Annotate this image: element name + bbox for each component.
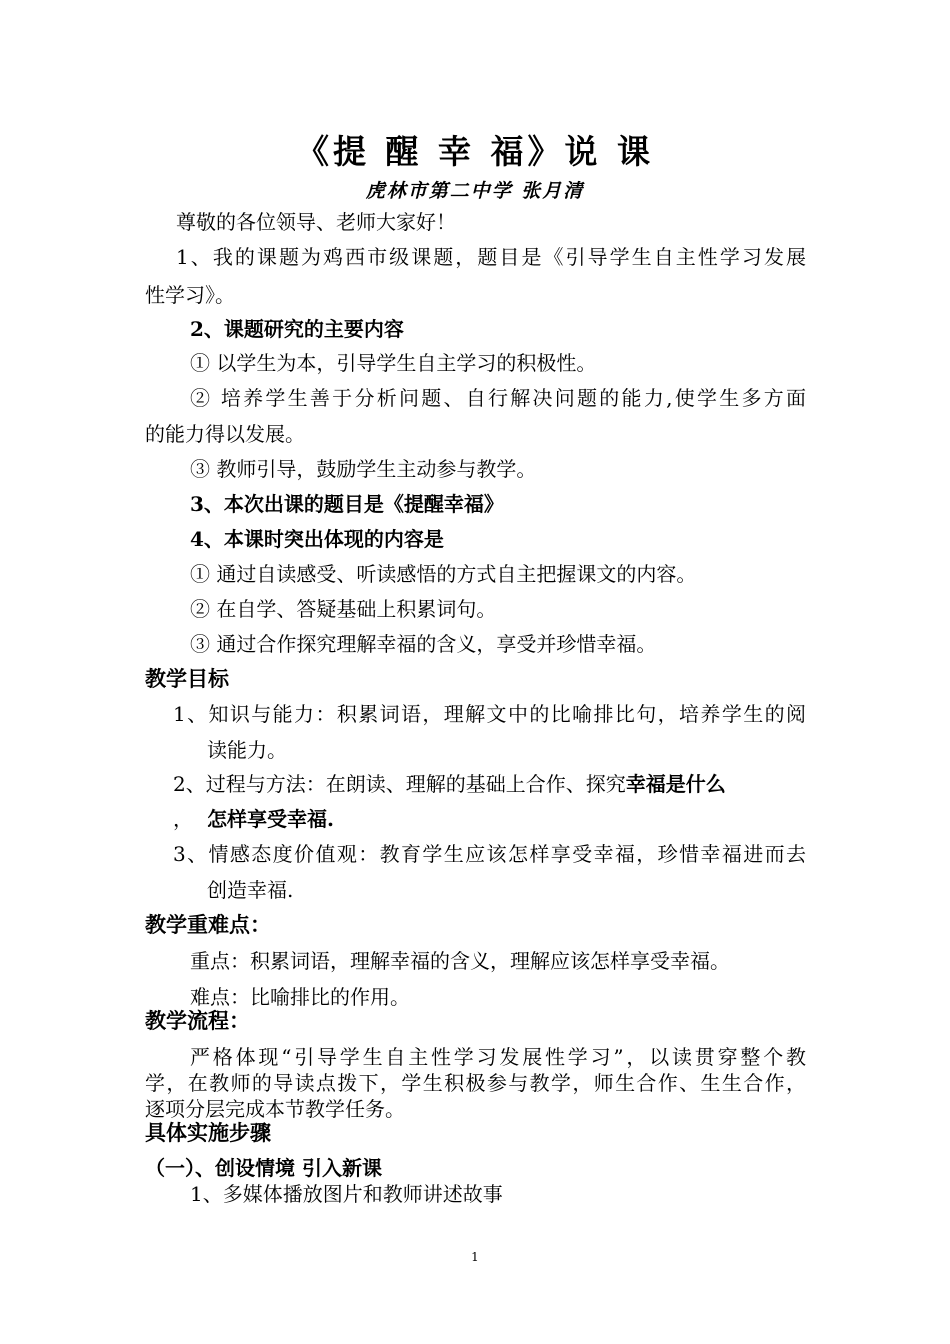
key-point: 重点：积累词语，理解幸福的含义，理解应该怎样享受幸福。 xyxy=(190,949,730,973)
steps-section-1: （一）、创设情境 引入新课 xyxy=(145,1156,382,1180)
document-title: 《提 醒 幸 福》说 课 xyxy=(296,132,654,171)
highlights-item-2: ② 在自学、答疑基础上积累词句。 xyxy=(190,597,497,621)
goal-2-emphasis: 幸福是什么 xyxy=(625,772,726,796)
highlights-item-3: ③ 通过合作探究理解幸福的含义，享受并珍惜幸福。 xyxy=(190,632,657,656)
flow-line-1: 严格体现“引导学生自主性学习发展性学习”，以读贯穿整个教 xyxy=(190,1045,806,1069)
author-line: 虎林市第二中学 张月清 xyxy=(365,180,585,202)
highlights-heading: 4、本课时突出体现的内容是 xyxy=(190,527,444,551)
flow-line-2: 学，在教师的导读点拨下，学生积极参与教学，师生合作、生生合作， xyxy=(145,1071,806,1095)
goal-2-comma: ， xyxy=(173,807,193,831)
goals-heading: 教学目标 xyxy=(145,667,229,691)
intro-line-2: 性学习》。 xyxy=(145,283,235,307)
goal-2-emphasis-2: 怎样享受幸福. xyxy=(207,807,334,831)
steps-item-1: 1、多媒体播放图片和教师讲述故事 xyxy=(190,1182,503,1206)
difficult-point: 难点：比喻排比的作用。 xyxy=(190,985,410,1009)
research-heading: 2、课题研究的主要内容 xyxy=(190,317,404,341)
flow-line-3: 逐项分层完成本节教学任务。 xyxy=(145,1097,405,1121)
goal-1-line-1: 1、知识与能力：积累词语，理解文中的比喻排比句，培养学生的阅 xyxy=(173,702,806,726)
goal-1-line-2: 读能力。 xyxy=(207,738,287,762)
research-item-1: ① 以学生为本，引导学生自主学习的积极性。 xyxy=(190,351,597,375)
goal-2-text: 2、过程与方法：在朗读、理解的基础上合作、探究 xyxy=(173,772,626,796)
goal-2-line-2 xyxy=(173,806,334,832)
page-number: 1 xyxy=(471,1250,479,1264)
flow-heading: 教学流程： xyxy=(145,1009,250,1033)
research-item-2-line-2: 的能力得以发展。 xyxy=(145,422,305,446)
topic-heading: 3、本次出课的题目是《提醒幸福》 xyxy=(190,492,504,516)
greeting: 尊敬的各位领导、老师大家好！ xyxy=(176,210,456,234)
intro-line-1: 1、我的课题为鸡西市级课题，题目是《引导学生自主性学习发展 xyxy=(176,245,806,269)
goal-2-line-1 xyxy=(173,771,726,797)
highlights-item-1: ① 通过自读感受、听读感悟的方式自主把握课文的内容。 xyxy=(190,562,697,586)
steps-heading: 具体实施步骤 xyxy=(145,1121,271,1145)
goal-3-line-1: 3、情感态度价值观：教育学生应该怎样享受幸福，珍惜幸福进而去 xyxy=(173,842,806,866)
research-item-3: ③ 教师引导，鼓励学生主动参与教学。 xyxy=(190,457,537,481)
goal-3-line-2: 创造幸福. xyxy=(207,878,294,902)
research-item-2-line-1: ② 培养学生善于分析问题、自行解决问题的能力,使学生多方面 xyxy=(190,386,806,410)
difficulties-heading: 教学重难点： xyxy=(145,913,271,937)
